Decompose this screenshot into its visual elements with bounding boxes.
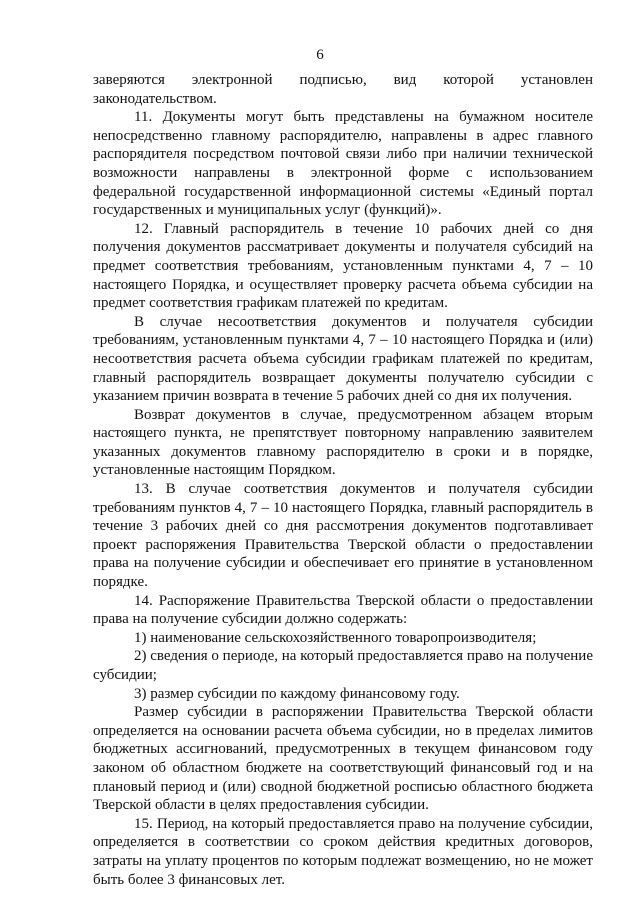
paragraph-clause-13: 13. В случае соответствия документов и получателя субсидии требованиям пунктов 4, 7 – 10 настоящего Порядка, главный распорядитель в течение 3 рабочих дней со дня рассмотрения документов подготавливает проект распоряжения Правительства Тверской области о предоставлении права на получение субсидии и обеспечивает его принятие в установленном порядке.	[93, 481, 593, 591]
list-item-3: 3) размер субсидии по каждому финансовому году.	[134, 685, 460, 702]
paragraph-clause-12: 12. Главный распорядитель в течение 10 рабочих дней со дня получения документов рассматривает документы и получателя субсидий на предмет соответствия требованиям, установленным пунктами 4, 7 – 10 настоящего Порядка, и осуществляет проверку расчета объема субсидии на предмет соответствия графикам платежей по кредитам.	[93, 220, 593, 312]
paragraph-clause-12-nonconformity: В случае несоответствия документов и получателя субсидии требованиям, установленным пунктами 4, 7 – 10 настоящего Порядка и (или) несоответствия расчета объема субсидии графикам платежей по кредитам, главный распорядитель возвращает документы получателю субсидии с указанием причин возврата в течение 5 рабочих дней со дня их получения.	[93, 313, 593, 405]
paragraph-clause-15: 15. Период, на который предоставляется право на получение субсидии, определяется в соответствии со сроком действия кредитных договоров, затраты на уплату процентов по которым подлежат возмещению, но не может быть более 3 финансовых лет.	[93, 815, 593, 888]
paragraph-continuation: заверяются электронной подписью, вид которой установлен законодательством.	[93, 72, 593, 107]
paragraph-clause-14-amount: Размер субсидии в распоряжении Правительства Тверской области определяется на основании расчета объема субсидии, но в пределах лимитов бюджетных ассигнований, предусмотренных в текущем финансовом году законом об областном бюджете на соответствующий финансовый год и на плановый период и (или) сводной бюджетной росписью областного бюджета Тверской области в целях предоставления субсидии.	[93, 704, 593, 814]
paragraph-clause-12-return: Возврат документов в случае, предусмотренном абзацем вторым настоящего пункта, не препятствует повторному направлению заявителем указанных документов главному распорядителю в сроки и в порядке, установленные настоящим Порядком.	[93, 406, 593, 479]
paragraph-clause-11: 11. Документы могут быть представлены на бумажном носителе непосредственно главному распорядителю, направлены в адрес главного распорядителя посредством почтовой связи либо при наличии технической возможности направлены в электронной форме с использованием федеральной государственной информационной системы «Единый портал государственных и муниципальных услуг (функций)».	[93, 109, 593, 219]
document-body	[93, 71, 593, 889]
list-item-2: 2) сведения о периоде, на который предоставляется право на получение субсидии;	[93, 648, 593, 683]
paragraph-clause-14: 14. Распоряжение Правительства Тверской области о предоставлении права на получение субсидии должно содержать:	[93, 592, 593, 628]
page-number: 6	[316, 47, 324, 63]
list-item-1: 1) наименование сельскохозяйственного товаропроизводителя;	[134, 629, 537, 646]
